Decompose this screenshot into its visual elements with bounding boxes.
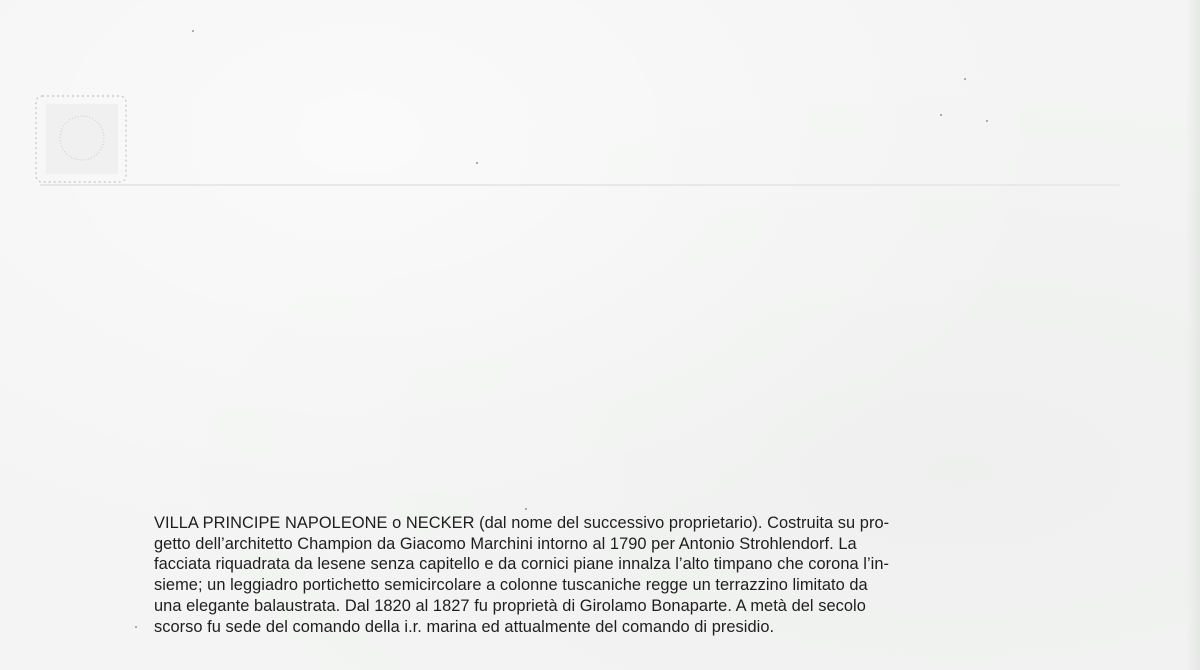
villa-description-caption <box>154 513 1054 637</box>
paper-speck <box>192 30 194 32</box>
faded-stamp-mark <box>30 88 130 188</box>
caption-line: facciata riquadrata da lesene senza capitello e da cornici piane innalza l’alto timpano che corona l’in- <box>154 555 890 574</box>
caption-line: getto dell’architetto Champion da Giacomo Marchini intorno al 1790 per Antonio Strohlendorf. La <box>154 534 857 553</box>
caption-line: sieme; un leggiadro portichetto semicircolare a colonne tuscaniche regge un terrazzino limitato da <box>154 576 868 595</box>
paper-speck <box>476 162 478 164</box>
caption-line: una elegante balaustrata. Dal 1820 al 1827 fu proprietà di Girolamo Bonaparte. A metà del secolo <box>154 596 866 615</box>
paper-speck <box>964 78 966 80</box>
faint-cover-line <box>40 184 1120 186</box>
paper-speck <box>135 626 137 628</box>
caption-line: VILLA PRINCIPE NAPOLEONE o NECKER (dal nome del successivo proprietario). Costruita su pro- <box>154 514 890 532</box>
paper-speck <box>986 120 988 122</box>
paper-speck <box>940 114 942 116</box>
caption-line: scorso fu sede del comando della i.r. marina ed attualmente del comando di presidio. <box>154 617 775 636</box>
paper-right-edge-shadow <box>1186 0 1200 670</box>
paper-speck <box>525 508 527 510</box>
